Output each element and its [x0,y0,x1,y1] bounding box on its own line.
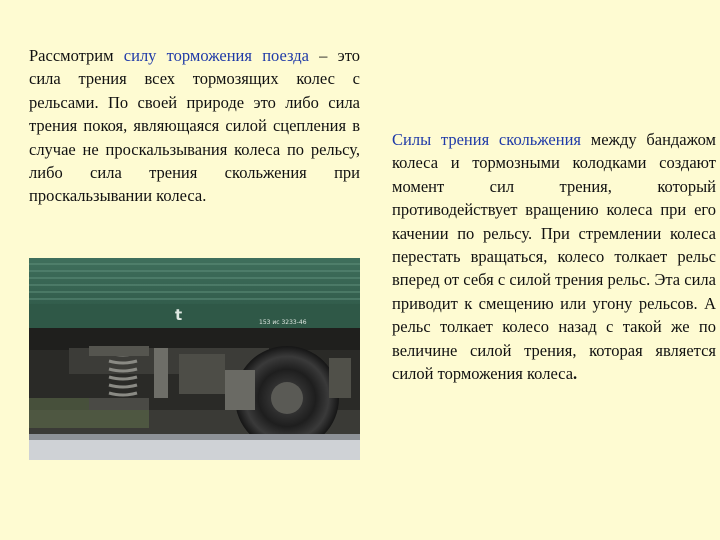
train-bogie-photo [29,258,360,460]
left-paragraph [29,44,360,208]
left-text-rest: – это сила трения всех тормозящих колес с рельсами. По своей природе это либо сила трения покоя, являющаяся силой сцепления в случае не проскальзывания колеса по рельсу, либо сила трения скольжения при проскальзывании колеса. [29,46,360,206]
braking-force-term: силу торможения поезда [123,46,309,65]
right-text-rest: между бандажом колеса и тормозными колодками создают момент сил трения, который противодействует вращению колеса при его качении по рельсу. При стремлении колеса перестать вращаться, колесо толкает рельс вперед от себя с силой трения рельс. Эта сила приводит к смещению или угону рельсов. А рельс толкает колесо назад с такой же по величине силой трения, которая является силой торможения колеса [392,130,716,384]
right-paragraph [392,128,716,385]
sliding-friction-term: Силы трения скольжения [392,130,581,149]
car-number-mark: 153 ис 3233-46 [259,319,307,326]
train-bogie-illustration [29,258,360,460]
car-letter-mark: t [175,306,183,324]
left-text-start: Рассмотрим [29,46,124,65]
right-text-end: . [573,364,578,384]
